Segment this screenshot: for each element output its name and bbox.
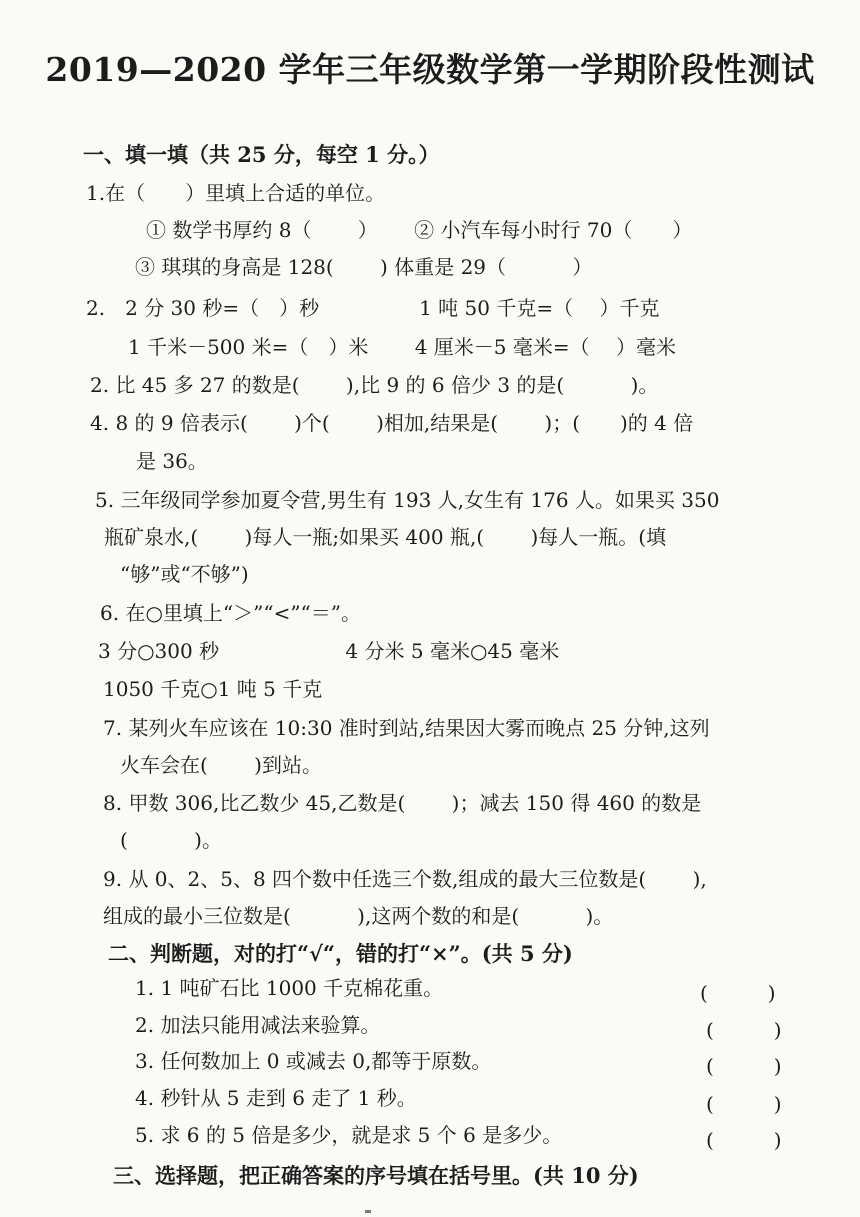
judge-answer-blank[interactable]: ( ) bbox=[706, 1128, 782, 1152]
q1-line-b: ③ 琪琪的身高是 128( ) 体重是 29（ ） bbox=[135, 255, 593, 279]
section3-heading: 三、选择题，把正确答案的序号填在括号里。(共 10 分) bbox=[113, 1163, 639, 1188]
judge-answer-blank[interactable]: ( ) bbox=[706, 1018, 782, 1042]
q6-stem: 6. 在○里填上“＞”“<”“＝”。 bbox=[100, 601, 361, 625]
q1-line-a: ① 数学书厚约 8（ ） ② 小汽车每小时行 70（ ） bbox=[146, 218, 693, 242]
section2-heading: 二、判断题，对的打“√“，错的打“×”。(共 5 分) bbox=[108, 941, 573, 966]
q5-line-c: “够”或“不够”) bbox=[120, 562, 249, 586]
judge-answer-blank[interactable]: ( ) bbox=[706, 1054, 782, 1078]
judge-item: 5. 求 6 的 5 倍是多少，就是求 5 个 6 是多少。 bbox=[135, 1123, 563, 1147]
q9-line-b: 组成的最小三位数是( ),这两个数的和是( )。 bbox=[103, 904, 614, 928]
q5-line-a: 5. 三年级同学参加夏令营,男生有 193 人,女生有 176 人。如果买 350 bbox=[95, 488, 720, 512]
q2-line-a: 2. 2 分 30 秒=（ ）秒 1 吨 50 千克=（ ）千克 bbox=[86, 296, 660, 320]
section1-heading: 一、填一填（共 25 分，每空 1 分。） bbox=[83, 142, 440, 167]
judge-item: 2. 加法只能用减法来验算。 bbox=[135, 1013, 381, 1037]
scan-mark bbox=[365, 1210, 371, 1213]
q2-line-b: 1 千米－500 米=（ ）米 4 厘米－5 毫米=（ ）毫米 bbox=[128, 335, 677, 359]
page-title: 2019—2020 学年三年级数学第一学期阶段性测试 bbox=[45, 50, 815, 89]
q9-line-a: 9. 从 0、2、5、8 四个数中任选三个数,组成的最大三位数是( ), bbox=[103, 867, 707, 891]
q7-line-a: 7. 某列火车应该在 10:30 准时到站,结果因大雾而晚点 25 分钟,这列 bbox=[103, 716, 710, 740]
judge-item: 4. 秒针从 5 走到 6 走了 1 秒。 bbox=[135, 1086, 417, 1110]
q6-line-a: 3 分○300 秒 4 分米 5 毫米○45 毫米 bbox=[98, 639, 560, 663]
q5-line-b: 瓶矿泉水,( )每人一瓶;如果买 400 瓶,( )每人一瓶。(填 bbox=[104, 525, 667, 549]
q7-line-b: 火车会在( )到站。 bbox=[120, 753, 322, 777]
q4-line-b: 是 36。 bbox=[136, 449, 208, 473]
judge-item: 1. 1 吨矿石比 1000 千克棉花重。 bbox=[135, 976, 444, 1000]
judge-item: 3. 任何数加上 0 或减去 0,都等于原数。 bbox=[135, 1049, 492, 1073]
q3-line: 2. 比 45 多 27 的数是( ),比 9 的 6 倍少 3 的是( )。 bbox=[90, 373, 659, 397]
judge-answer-blank[interactable]: ( ) bbox=[700, 981, 776, 1005]
q4-line-a: 4. 8 的 9 倍表示( )个( )相加,结果是( )；( )的 4 倍 bbox=[90, 411, 694, 435]
q8-line-b: ( )。 bbox=[120, 828, 222, 852]
judge-answer-blank[interactable]: ( ) bbox=[706, 1092, 782, 1116]
q1-stem: 1.在（ ）里填上合适的单位。 bbox=[86, 181, 386, 205]
q8-line-a: 8. 甲数 306,比乙数少 45,乙数是( )；减去 150 得 460 的数是 bbox=[103, 791, 702, 815]
q6-line-b: 1050 千克○1 吨 5 千克 bbox=[103, 677, 323, 701]
